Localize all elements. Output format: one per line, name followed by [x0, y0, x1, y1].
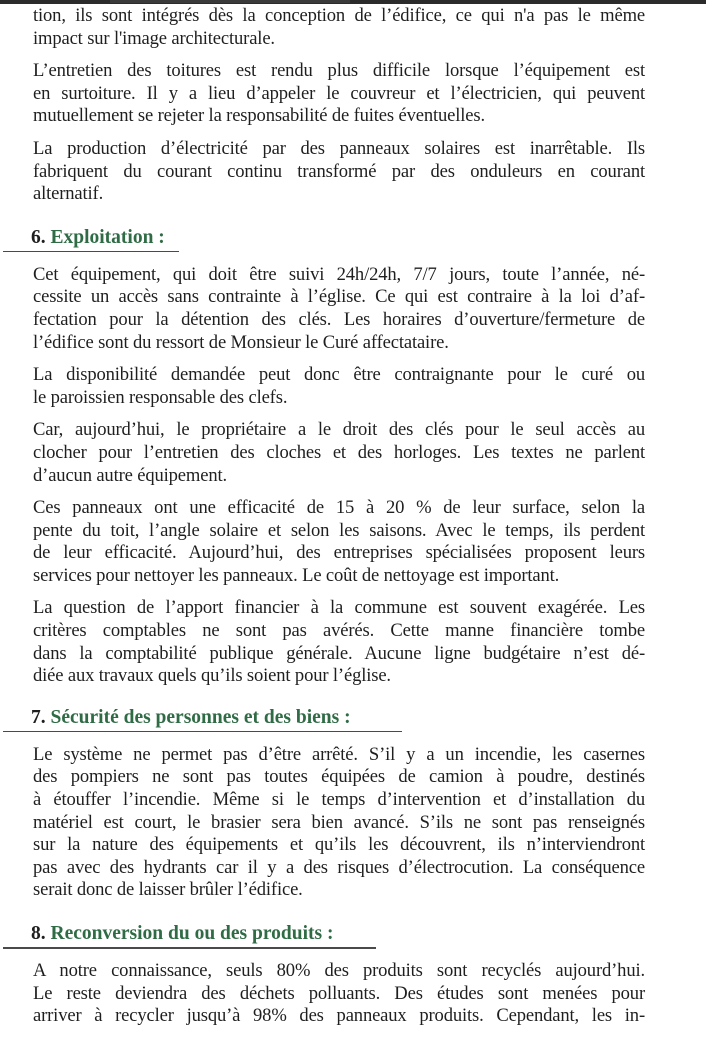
text-line: cessite un accès sans contrainte à l’église. Ce qui est contraire à la loi d’af-	[33, 286, 645, 308]
top-toolbar-bar	[0, 0, 706, 4]
text-line: l’édifice sont du ressort de Monsieur le Curé affectataire.	[33, 331, 449, 353]
section-heading-reconversion	[31, 922, 645, 948]
scroll-thumb[interactable]	[110, 0, 350, 3]
text-line: Car, aujourd’hui, le propriétaire a le droit des clés pour le seul accès au	[33, 419, 645, 441]
paragraph	[33, 5, 645, 50]
text-line: d’aucun autre équipement.	[33, 464, 227, 486]
text-line: arriver à recycler jusqu’à 98% des panneaux produits. Cependant, les in-	[33, 1005, 645, 1027]
section-number: 6.	[31, 226, 46, 248]
section-number: 7.	[31, 706, 46, 728]
text-line: serait donc de laisser brûler l’édifice.	[33, 879, 303, 901]
text-line: fabriquent du courant continu transformé par des onduleurs en courant	[33, 160, 645, 182]
text-line: clocher pour l’entretien des cloches et des horloges. Les textes ne parlent	[33, 441, 645, 463]
heading-underline	[3, 947, 376, 949]
text-line: Le système ne permet pas d’être arrêté. S’il y a un incendie, les casernes	[33, 743, 645, 765]
paragraph	[33, 364, 645, 409]
text-line: services pour nettoyer les panneaux. Le coût de nettoyage est important.	[33, 564, 560, 586]
text-line: La question de l’apport financier à la commune est souvent exagérée. Les	[33, 597, 645, 619]
paragraph	[33, 497, 645, 587]
text-line: diée aux travaux quels qu’ils soient pour l’église.	[33, 665, 391, 687]
text-line: alternatif.	[33, 183, 104, 205]
text-line: de leur efficacité. Aujourd’hui, des entreprises spécialisées proposent leurs	[33, 542, 645, 564]
text-line: critères comptables ne sont pas avérés. Cette manne financière tombe	[33, 620, 645, 642]
paragraph	[33, 960, 645, 1028]
text-line: La disponibilité demandée peut donc être contraignante pour le curé ou	[33, 364, 645, 386]
text-line: fectation pour la détention des clés. Les horaires d’ouverture/fermeture de	[33, 308, 645, 330]
section-title: Reconversion du ou des produits :	[50, 923, 334, 944]
text-line: à étouffer l’incendie. Même si le temps d’intervention et d’installation du	[33, 789, 645, 811]
text-line: tion, ils sont intégrés dès la conception de l’édifice, ce qui n'a pas le même	[33, 5, 645, 26]
text-line: pas avec des hydrants car il y a des risques d’électrocution. La conséquence	[33, 856, 645, 878]
heading-underline	[3, 731, 402, 733]
paragraph	[33, 264, 645, 354]
text-line: pente du toit, l’angle solaire et selon les saisons. Avec le temps, ils perdent	[33, 519, 645, 541]
text-line: La production d’électricité par des panneaux solaires est inarrêtable. Ils	[33, 137, 645, 159]
section-heading-securite	[31, 706, 645, 732]
section-title: Exploitation :	[50, 226, 165, 248]
section-title: Sécurité des personnes et des biens :	[50, 706, 351, 728]
paragraph	[33, 744, 645, 902]
text-line: A notre connaissance, seuls 80% des produits sont recyclés aujourd’hui.	[33, 960, 645, 981]
text-line: des pompiers ne sont pas toutes équipées de camion à poudre, destinés	[33, 766, 645, 788]
text-line: impact sur l'image architecturale.	[33, 27, 275, 49]
text-line: Ces panneaux ont une efficacité de 15 à 20 % de leur surface, selon la	[33, 497, 645, 519]
text-line: le paroissien responsable des clefs.	[33, 386, 288, 408]
paragraph	[33, 60, 645, 128]
text-line: en surtoiture. Il y a lieu d’appeler le couvreur et l’électricien, qui peuvent	[33, 82, 645, 104]
text-line: sur la nature des équipements et qu’ils les découvrent, ils n’interviendront	[33, 834, 645, 856]
section-heading-exploitation	[31, 226, 645, 252]
paragraph	[33, 419, 645, 487]
paragraph	[33, 597, 645, 687]
text-line: mutuellement se rejeter la responsabilité de fuites éventuelles.	[33, 105, 485, 127]
section-number: 8.	[31, 923, 46, 944]
text-line: Le reste deviendra des déchets polluants. Des études sont menées pour	[33, 982, 645, 1004]
heading-underline	[3, 251, 179, 253]
text-line: Cet équipement, qui doit être suivi 24h/24h, 7/7 jours, toute l’année, né-	[33, 263, 645, 285]
paragraph	[33, 138, 645, 206]
document-page	[33, 5, 645, 1038]
text-line: dans la comptabilité publique générale. Aucune ligne budgétaire n’est dé-	[33, 642, 645, 664]
text-line: L’entretien des toitures est rendu plus difficile lorsque l’équipement est	[33, 60, 645, 82]
text-line: matériel est court, le brasier sera bien avancé. S’ils ne sont pas renseignés	[33, 811, 645, 833]
